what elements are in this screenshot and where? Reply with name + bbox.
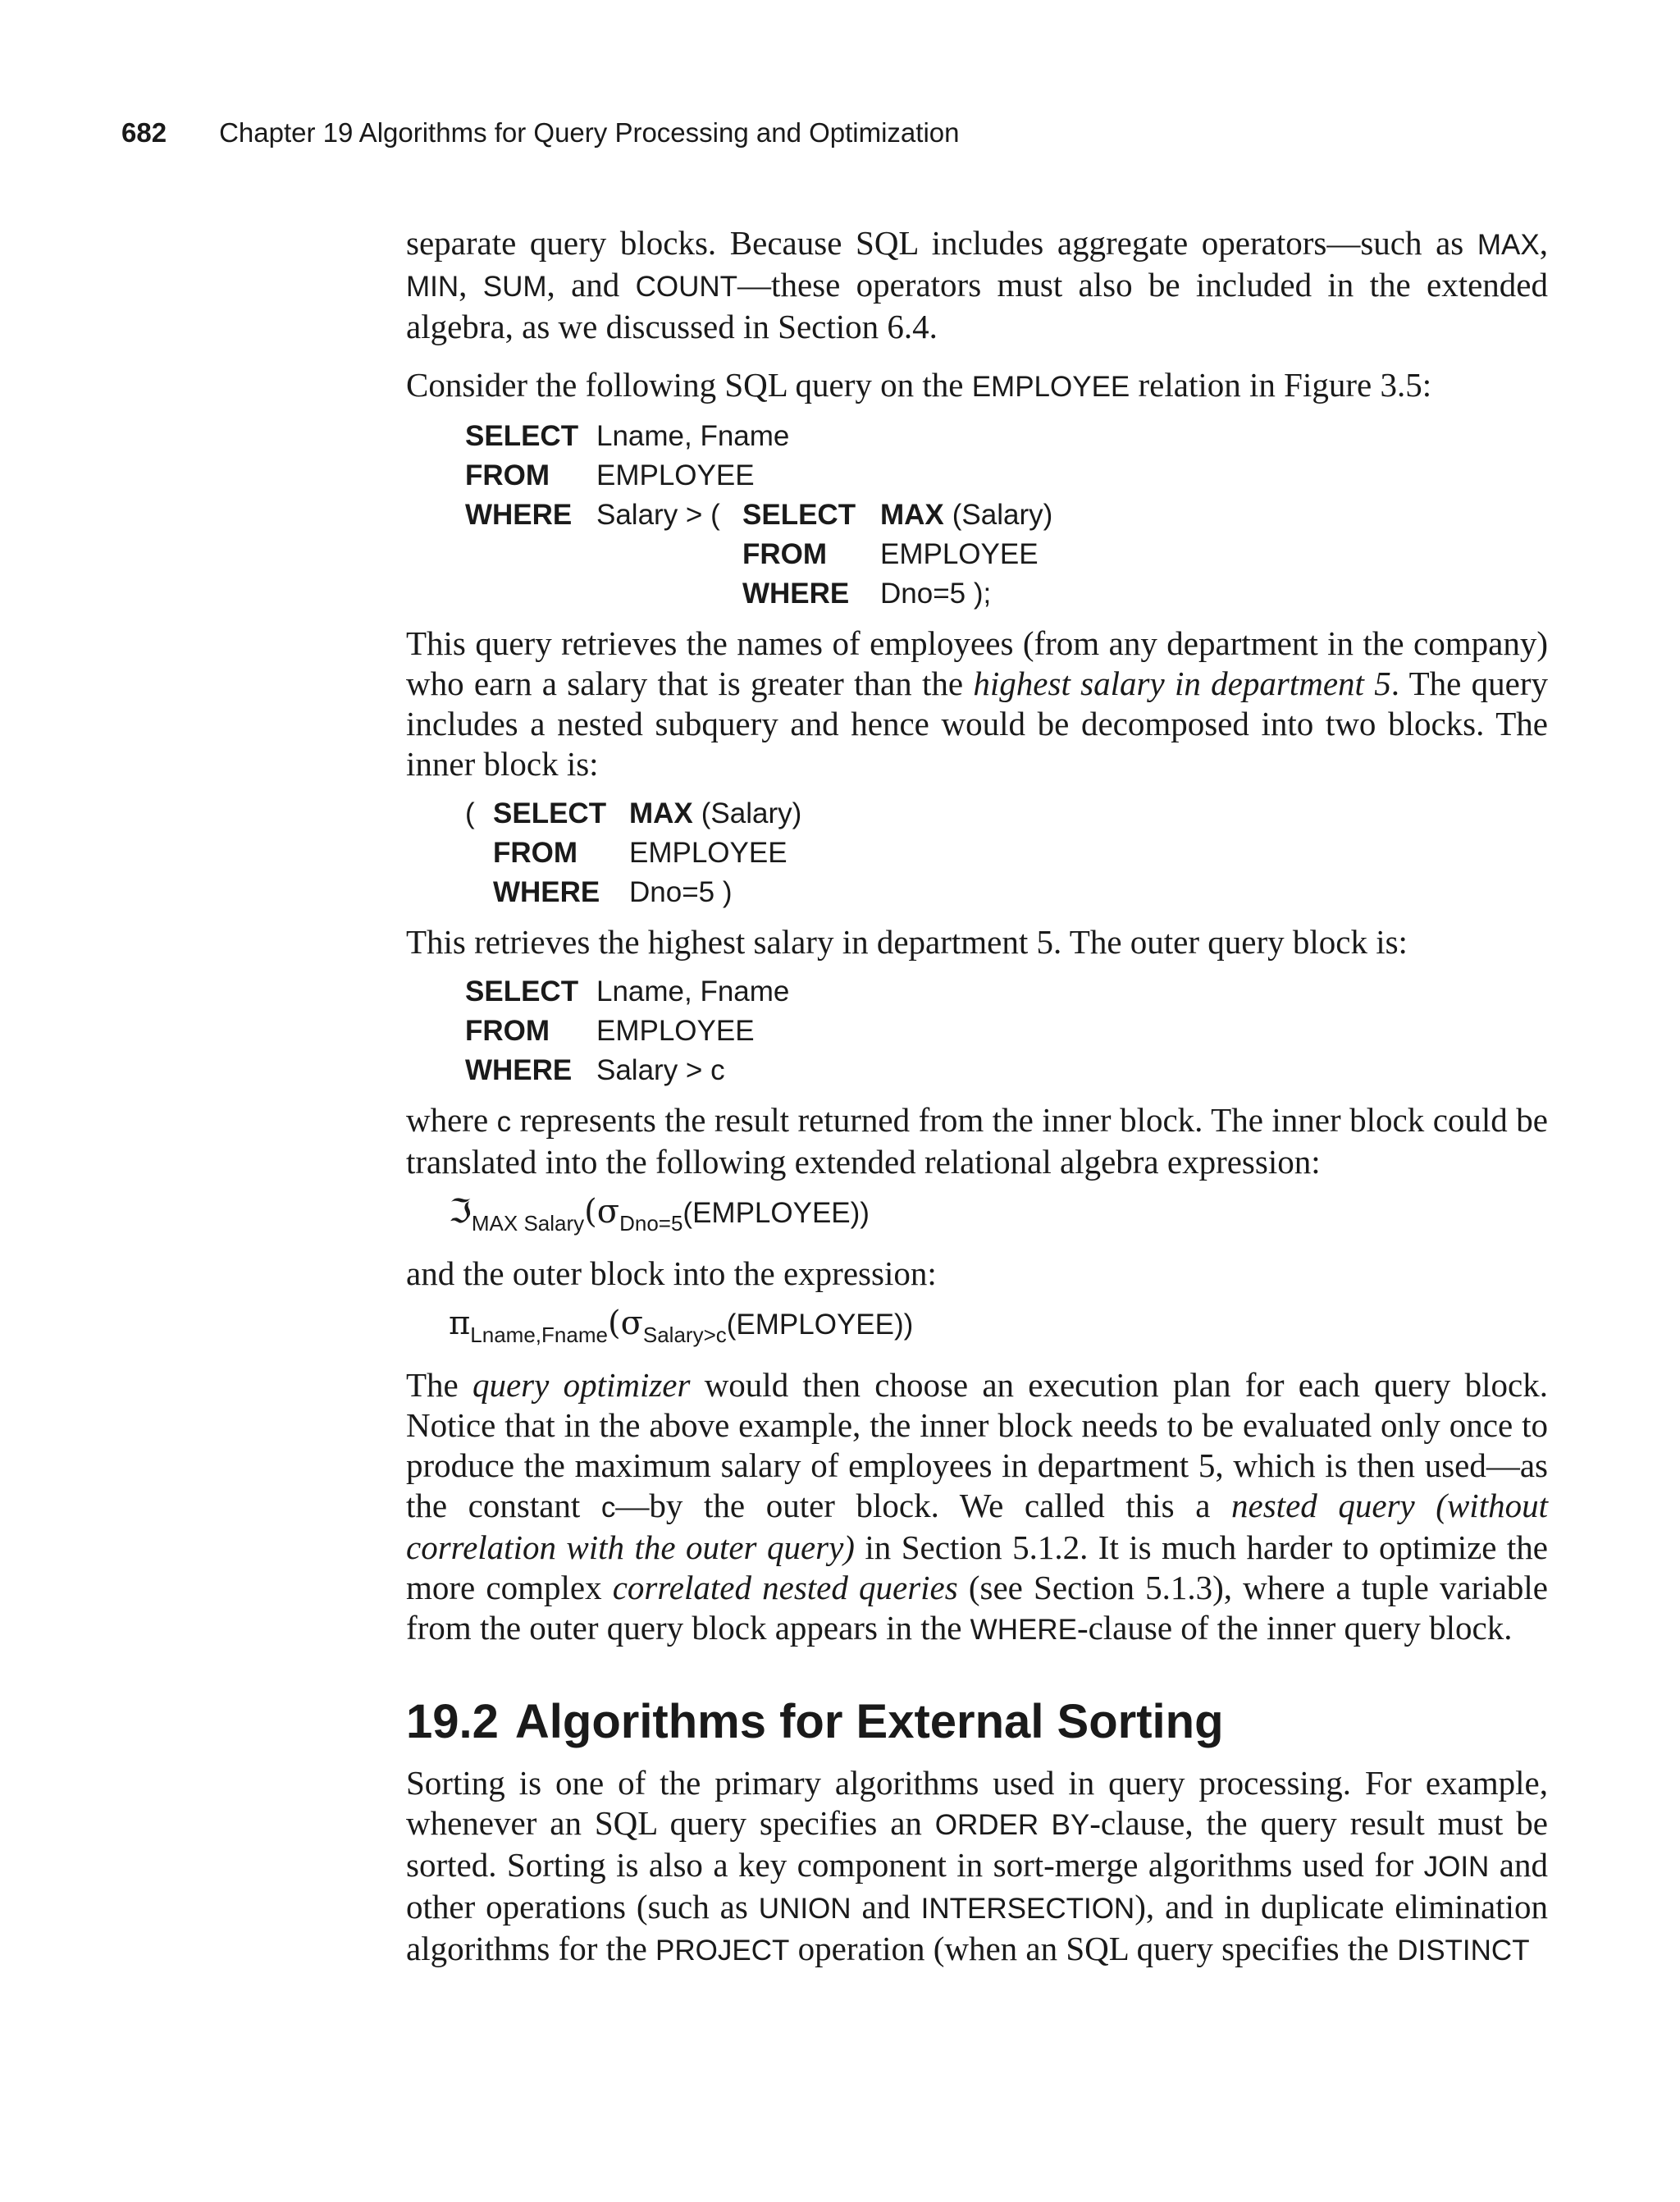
algebra-formula-inner: $ℑ_{MAX Salary}(\sigma_{Dno=5}(EMPLOYEE))$ bbox=[449, 1193, 870, 1236]
page-number: 682 bbox=[121, 117, 167, 148]
paragraph-7: The query optimizer would then choose an execution plan for each query block. Notice that in the above example, the inner block needs to be evaluated only once to produce the maximum salary of employees in department 5, which is then used—as the constant c—by the outer block. We called this a nested query (without correlation with the outer query) in Section 5.1.2. It is much harder to optimize the more complex correlated nested queries (see Section 5.1.3), where a tuple variable from the outer query block appears in the WHERE-clause of the inner query block. bbox=[406, 1366, 1548, 1647]
code-line: FROM EMPLOYEE bbox=[465, 459, 755, 491]
paragraph-1: separate query blocks. Because SQL includes aggregate operators—such as MAX, MIN, SUM, and COUNT—these operators must also be included in the extended algebra, as we discussed in Section 6.4. bbox=[406, 224, 1549, 345]
code-line: FROM EMPLOYEE bbox=[742, 538, 1039, 570]
chapter-title: Chapter 19 Algorithms for Query Processing and Optimization bbox=[219, 117, 960, 148]
code-line: WHERE Salary > c bbox=[465, 1054, 725, 1086]
running-header bbox=[121, 117, 960, 148]
code-line: ( SELECT MAX (Salary) bbox=[465, 797, 802, 829]
paragraph-3: This query retrieves the names of employees (from any department in the company) who earn a salary that is greater than the highest salary in department 5. The query includes a nested subquery and hence would be decomposed into two blocks. The inner block is: bbox=[406, 624, 1548, 783]
paragraph-4: This retrieves the highest salary in department 5. The outer query block is: bbox=[406, 923, 1408, 961]
inner-block-code bbox=[465, 794, 1548, 912]
code-line: FROM EMPLOYEE bbox=[493, 837, 788, 869]
code-line: FROM EMPLOYEE bbox=[465, 1015, 755, 1047]
code-line: WHERE Dno=5 ) bbox=[493, 876, 733, 908]
sql-query-block bbox=[465, 417, 1548, 614]
code-line: WHERE Dno=5 ); bbox=[742, 578, 992, 610]
paragraph-8: Sorting is one of the primary algorithms used in query processing. For example, whenever an SQL query specifies an ORDER BY-clause, the query result must be sorted. Sorting is also a key component in sort-merge algorithms used for JOIN and other operations (such as UNION and INTERSECTION), and in duplicate elimination algorithms for the PROJECT operation (when an SQL query specifies the DISTINCT bbox=[406, 1764, 1548, 1967]
code-line: SELECT Lname, Fname bbox=[465, 420, 790, 452]
outer-block-code bbox=[465, 972, 1548, 1090]
paragraph-5: where c represents the result returned from the inner block. The inner block could be translated into the following extended relational algebra expression: bbox=[406, 1101, 1548, 1181]
algebra-formula-outer: $\pi_{Lname,Fname}(\sigma_{Salary>c}(EMPLOYEE))$ bbox=[449, 1304, 914, 1347]
section-heading bbox=[406, 1696, 1548, 1748]
section-number: 19.2 bbox=[406, 1695, 499, 1748]
page-body bbox=[406, 223, 1548, 1971]
code-line: WHERE Salary > ( SELECT MAX (Salary) bbox=[465, 499, 1053, 531]
code-line: SELECT Lname, Fname bbox=[465, 975, 790, 1007]
section-title: Algorithms for External Sorting bbox=[514, 1695, 1224, 1748]
paragraph-6: and the outer block into the expression: bbox=[406, 1254, 937, 1292]
paragraph-2: Consider the following SQL query on the EMPLOYEE relation in Figure 3.5: bbox=[406, 366, 1432, 404]
